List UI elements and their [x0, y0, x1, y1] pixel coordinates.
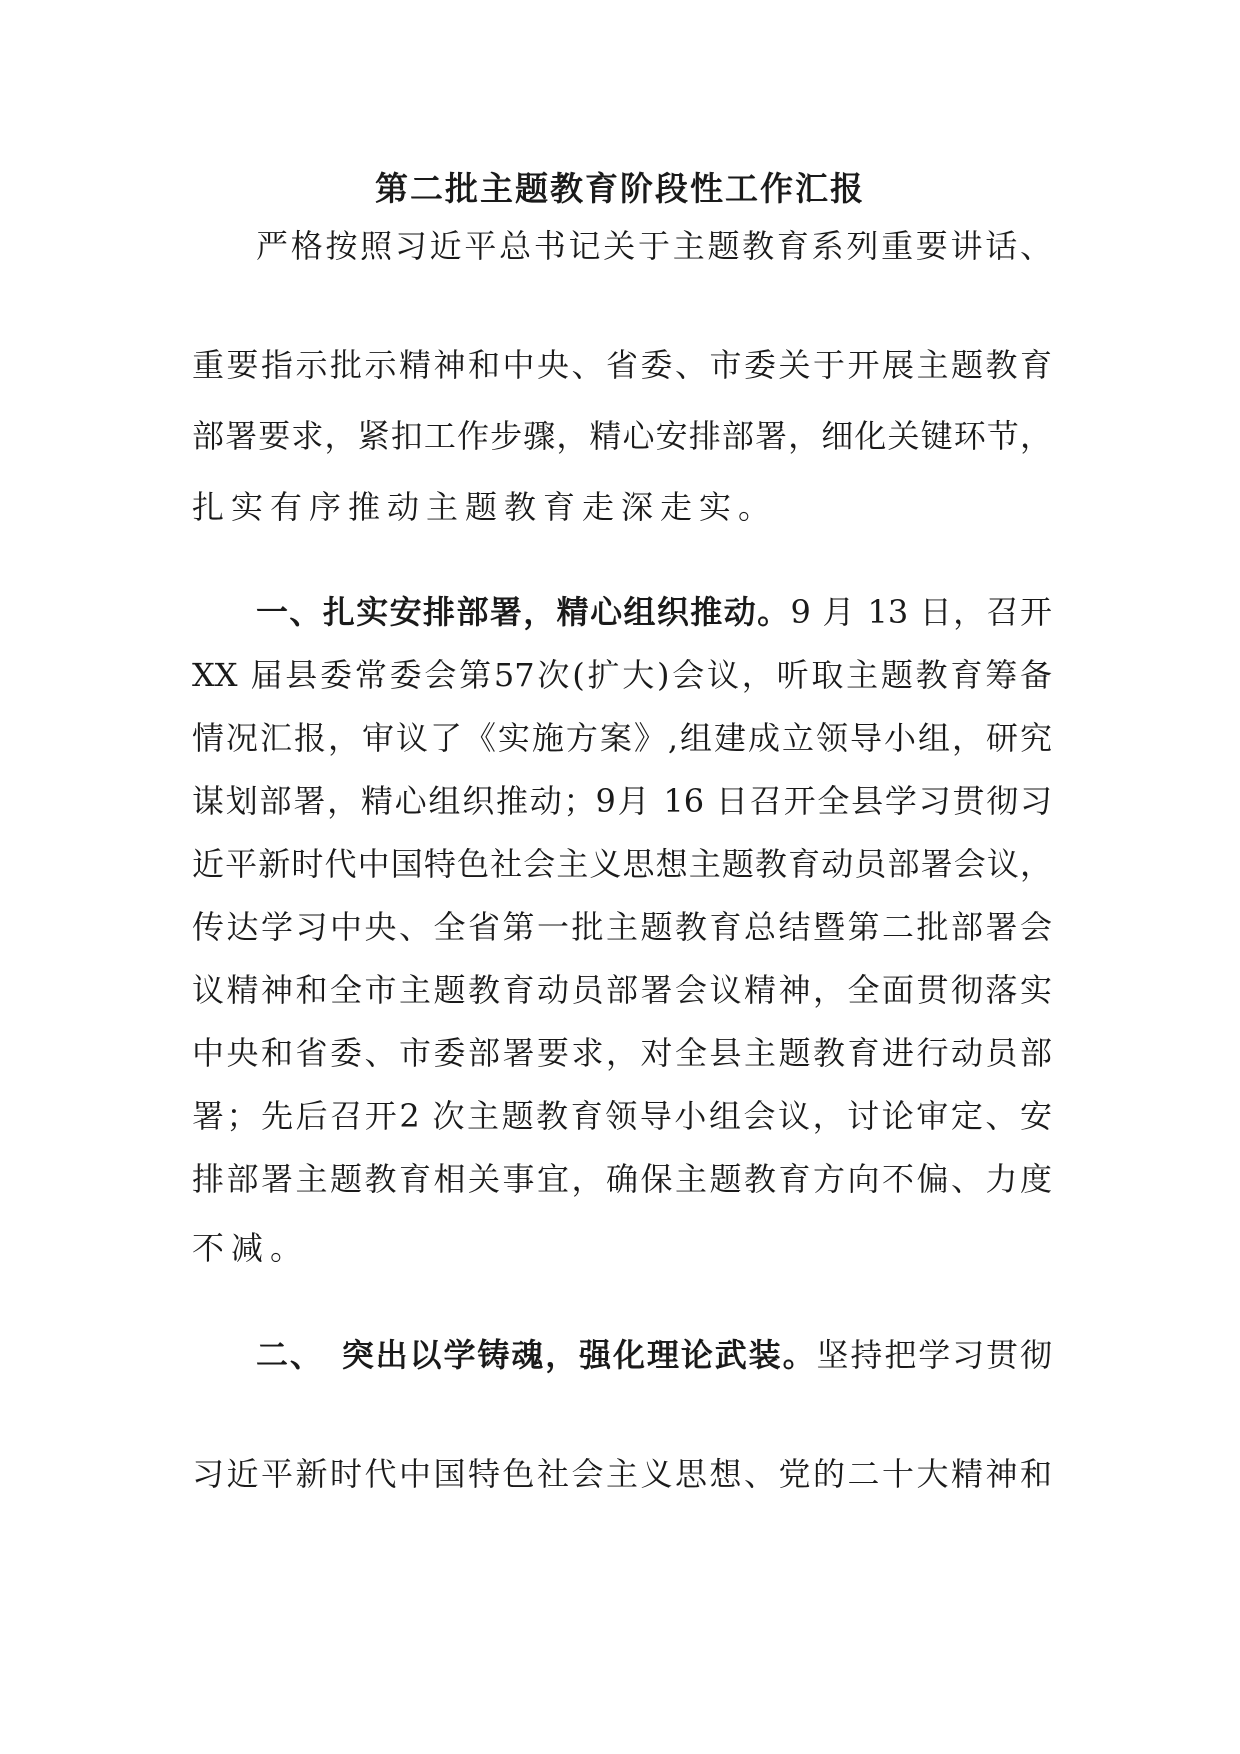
section1-line: 议精神和全市主题教育动员部署会议精神，全面贯彻落实 — [192, 971, 1052, 1009]
intro-line-2: 重要指示批示精神和中央、省委、市委关于开展主题教育 — [192, 346, 1052, 384]
section1-line: 近平新时代中国特色社会主义思想主题教育动员部署会议， — [192, 845, 1052, 883]
section1-first-line-text: 9 月 13 日，召开 — [790, 593, 1052, 631]
section1-line: 排部署主题教育相关事宜，确保主题教育方向不偏、力度 — [192, 1160, 1052, 1198]
section1-line: 不减。 — [192, 1229, 310, 1267]
section1-line: 传达学习中央、全省第一批主题教育总结暨第二批部署会 — [192, 908, 1052, 946]
section2-line: 习近平新时代中国特色社会主义思想、党的二十大精神和 — [192, 1455, 1052, 1493]
document-title: 第二批主题教育阶段性工作汇报 — [375, 169, 865, 208]
section1-first-line — [256, 592, 1052, 632]
intro-line-3: 部署要求，紧扣工作步骤，精心安排部署，细化关键环节， — [192, 417, 1052, 455]
section1-line: 中央和省委、市委部署要求，对全县主题教育进行动员部 — [192, 1034, 1052, 1072]
section1-line: 情况汇报，审议了《实施方案》,组建成立领导小组，研究 — [192, 719, 1052, 757]
section1-line: 谋划部署，精心组织推动；9月 16 日召开全县学习贯彻习 — [192, 782, 1052, 820]
section1-heading: 一、扎实安排部署，精心组织推动。 — [256, 593, 791, 631]
intro-line-4: 扎实有序推动主题教育走深走实。 — [192, 488, 778, 526]
section1-line: 署；先后召开2 次主题教育领导小组会议，讨论审定、安 — [192, 1097, 1052, 1135]
section2-first-line — [256, 1335, 1052, 1375]
section2-heading: 二、 突出以学铸魂，强化理论武装。 — [256, 1336, 817, 1374]
intro-line-1: 严格按照习近平总书记关于主题教育系列重要讲话、 — [256, 227, 1052, 265]
section2-first-line-text: 坚持把学习贯彻 — [816, 1336, 1052, 1374]
section1-line: XX 届县委常委会第57次(扩大)会议，听取主题教育筹备 — [192, 656, 1052, 694]
